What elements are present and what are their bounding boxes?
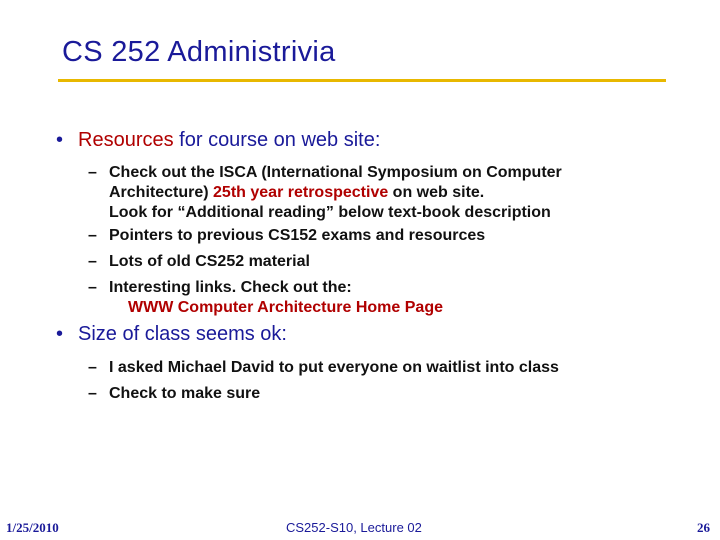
subitem-text: Check out the ISCA (International Symposium on Computer (109, 164, 562, 181)
bullet-marker: • (56, 323, 64, 345)
dash-marker: – (88, 253, 97, 270)
subitem-waitlist (88, 358, 688, 378)
subitem-isca (88, 163, 688, 223)
dash-marker: – (88, 359, 97, 376)
resources-link[interactable]: Resources (78, 129, 174, 151)
subitem-links (88, 278, 688, 318)
retrospective-link[interactable]: 25th year retrospective (213, 184, 389, 201)
bullet-class-size (56, 323, 287, 346)
subitem-text: Look for “Additional reading” below text-book description (109, 204, 551, 221)
footer-date: 1/25/2010 (6, 520, 59, 535)
title-underline (58, 79, 666, 82)
subitem-text: on web site. (388, 184, 485, 201)
dash-marker: – (88, 385, 97, 402)
page-number: 26 (697, 520, 710, 535)
subitem-text: Architecture) (109, 184, 214, 201)
dash-marker: – (88, 279, 97, 296)
bullet-text: for course on web site: (173, 129, 381, 151)
subitem-text: I asked Michael David to put everyone on waitlist into class (109, 359, 559, 376)
subitem-old-material (88, 252, 688, 272)
bullet-text: Size of class seems ok: (78, 323, 287, 345)
subitem-text: Pointers to previous CS152 exams and resources (109, 227, 486, 244)
bullet-resources (56, 129, 380, 152)
www-home-page-link[interactable]: WWW Computer Architecture Home Page (128, 299, 443, 316)
footer-course: CS252-S10, Lecture 02 (286, 520, 422, 535)
subitem-check (88, 384, 688, 404)
bullet-marker: • (56, 129, 64, 151)
dash-marker: – (88, 164, 97, 181)
subitem-exams (88, 226, 688, 246)
subitem-text: Check to make sure (109, 385, 261, 402)
subitem-text: Lots of old CS252 material (109, 253, 310, 270)
slide-title: CS 252 Administrivia (62, 36, 336, 68)
dash-marker: – (88, 227, 97, 244)
subitem-text: Interesting links. Check out the: (109, 279, 352, 296)
